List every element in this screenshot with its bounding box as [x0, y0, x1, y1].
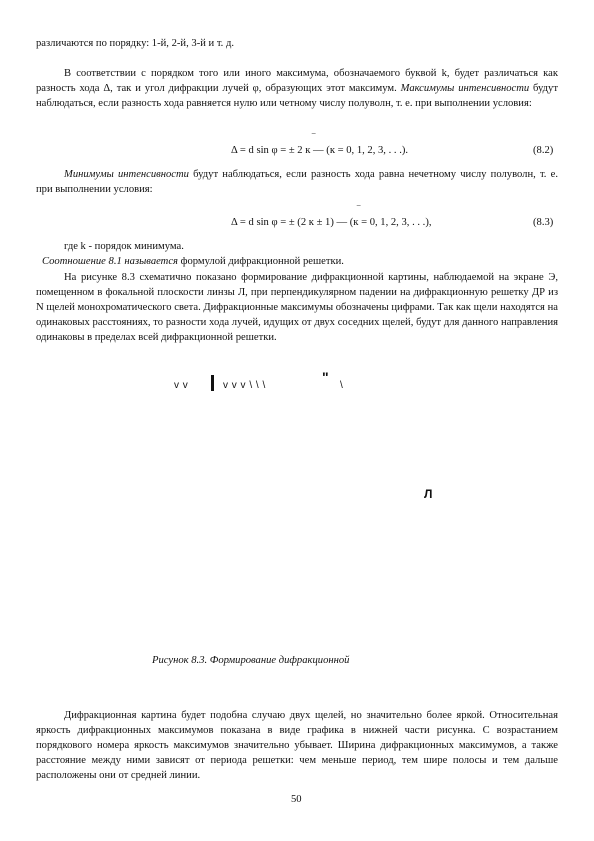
figure-quote-mark: "	[322, 369, 329, 385]
paragraph-conclusion: Дифракционная картина будет подобна случаю двух щелей, но значительно более яркой. Относительная яркость дифракционных максимумов показана в виде графика в нижней части рисунка. С возрастанием порядкового номера яркость максимумов значительно убывает. Ширина дифракционных максимумов, а также расстояние между ними зависят от периода решетки: чем меньше период, тем шире полосы и тем дальше расположены они от средней линии.	[36, 710, 558, 781]
paragraph-maxima-intro	[36, 66, 558, 111]
paragraph-figure-description: На рисунке 8.3 схематично показано формирование дифракционной картины, наблюдаемой на экране Э, помещенном в фокальной плоскости линзы Л, при перпендикулярном падении на дифракционную решетку ДР из N щелей монохроматического света. Дифракционные максимумы обозначены цифрами. Так как щели находятся на одинаковых расстояниях, то разности хода лучей, идущих от двух соседних щелей, будут для данного направления одинаковы в пределах всей дифракционной решетки.	[36, 272, 558, 343]
figure-glyphs-mid: v v v \ \ \	[223, 380, 266, 391]
page-number: 50	[291, 794, 302, 805]
para3-text: будут наблюдаться, если разность хода равна нечетному числу полуволн, т. е. при выполнении условия:	[36, 169, 558, 195]
formula-8-3: Δ = d sin φ = ± (2 к ± 1) — (к = 0, 1, 2, 3, . . .),	[231, 217, 432, 228]
top-line: различаются по порядку: 1-й, 2-й, 3-й и т. д.	[36, 38, 235, 49]
formula-8-2-number: (8.2)	[533, 145, 554, 156]
formula1-macron: ‾	[312, 134, 316, 145]
paragraph-minima	[36, 167, 558, 197]
figure-caption: Рисунок 8.3. Формирование дифракционной	[152, 655, 350, 666]
relation-line	[42, 256, 344, 267]
relation-text: формулой дифракционной решетки.	[177, 256, 344, 267]
formula-8-3-number: (8.3)	[533, 217, 554, 228]
grating-bar	[211, 375, 214, 391]
formula-8-2: Δ = d sin φ = ± 2 к — (к = 0, 1, 2, 3, . . .).	[231, 145, 409, 156]
where-line: где k - порядок минимума.	[64, 241, 184, 252]
relation-italic: Соотношение 8.1 называется	[42, 256, 178, 267]
lens-label: Л	[424, 487, 433, 501]
para1-text: В соответствии с порядком того или иного максимума, обозначаемого буквой k, будет различаться как разность хода Δ, так и угол дифракции лучей φ, образующих этот максимум.	[36, 68, 558, 94]
figure-glyphs-left: v v	[174, 380, 189, 391]
maxima-term: Максимумы интенсивности	[400, 83, 530, 94]
formula2-macron: ‾	[357, 206, 361, 217]
minima-term: Минимумы интенсивности	[64, 169, 189, 180]
para2-text: будут наблюдаться, если разность хода равняется нулю или четному числу полуволн, т. е. при выполнении условия:	[36, 83, 558, 109]
figure-glyph-right: \	[340, 380, 344, 391]
